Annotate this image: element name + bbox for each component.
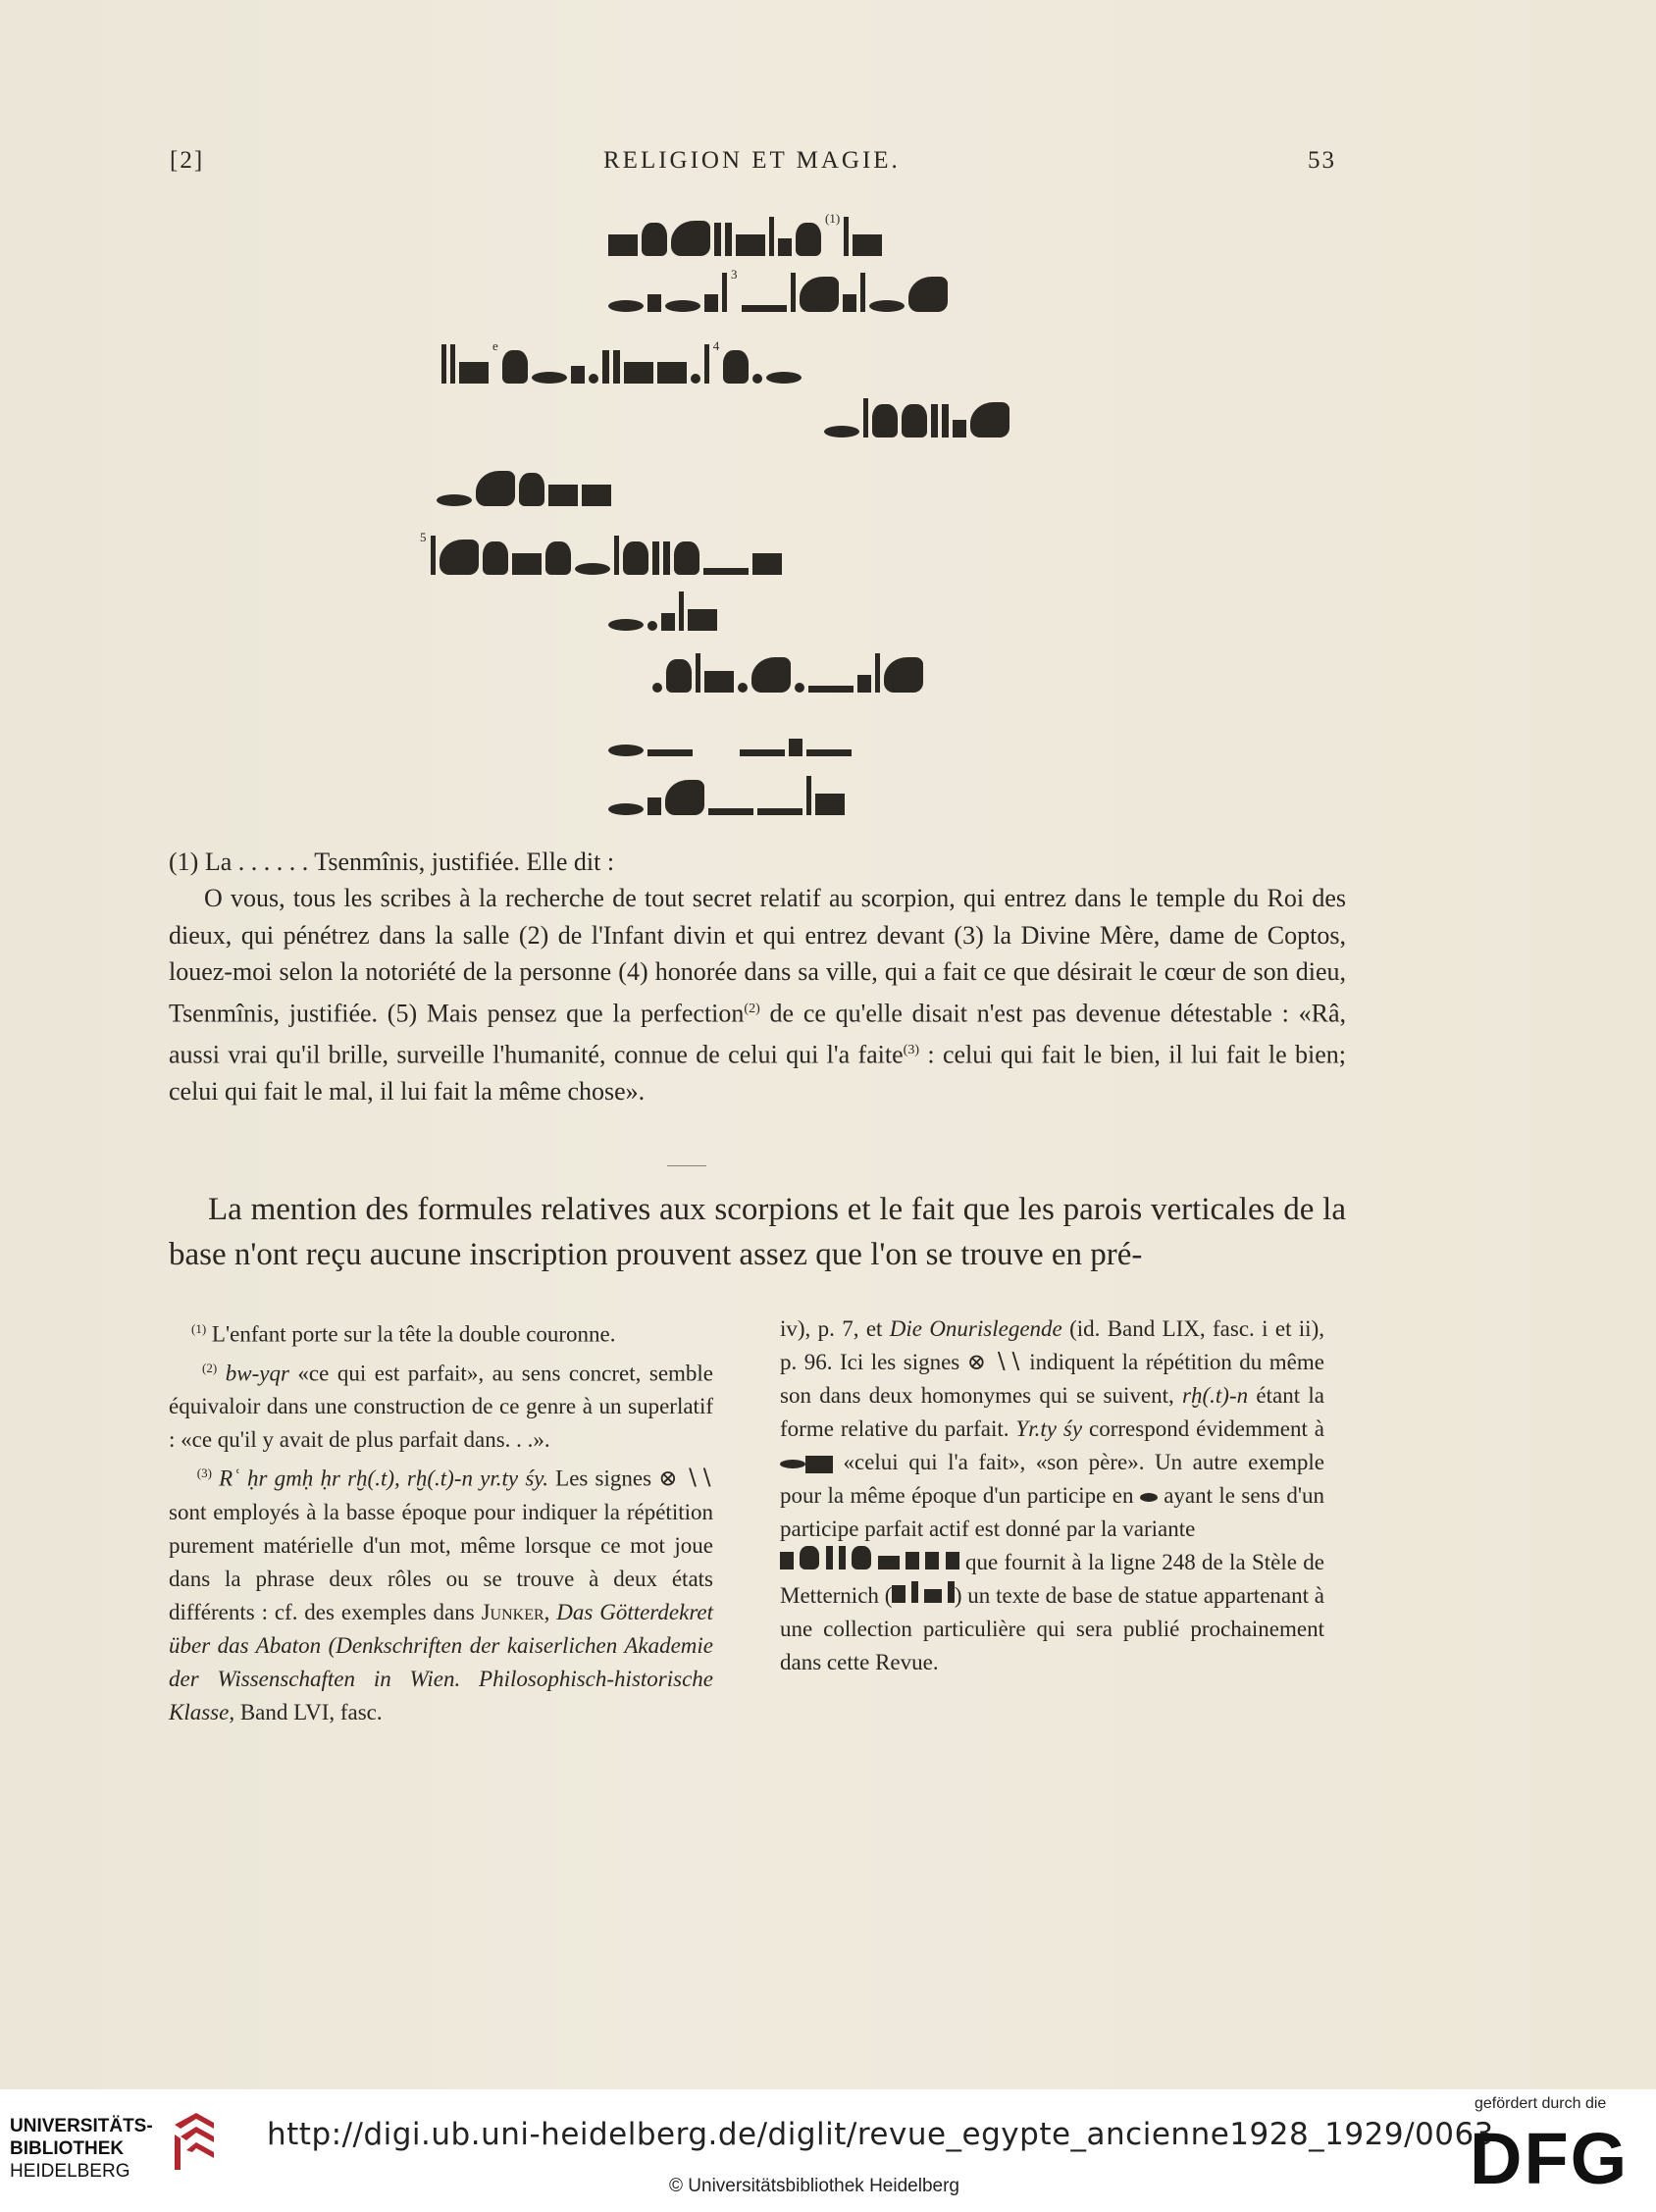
page-number: 53 [1308, 147, 1336, 174]
hieroglyph-inline [892, 1585, 906, 1603]
hieroglyph-inline [1140, 1493, 1158, 1502]
hieroglyph-line-5 [437, 461, 611, 506]
hieroglyph-line-number: 3 [731, 267, 738, 282]
translation-text: : celui qui fait le bien, il lui fait le bien; celui qui fait le mal, il lui fait la même chose». [169, 1040, 1346, 1106]
funder-logo: DFG [1470, 2118, 1630, 2199]
main-paragraph [169, 1187, 1346, 1277]
hieroglyph-line-6 [420, 530, 782, 575]
section-marker: [2] [170, 147, 205, 174]
main-text: La mention des formules relatives aux scorpions et le fait que les parois verticales de la base n'ont reçu aucune inscription prouvent assez que l'on se trouve en pré- [169, 1192, 1346, 1272]
footnote-2: $^{(2)}$ bw-yqr «ce qui est parfait», au sens concret, semble équivaloir dans une construction de ce genre à un superlatif : «ce qu'il y avait de plus parfait dans. . .». [169, 1360, 714, 1453]
hieroglyph-line-7 [608, 586, 717, 631]
copyright-notice: © Universitätsbibliothek Heidelberg [669, 2176, 959, 2196]
footnote-ref: (2) [744, 1001, 760, 1016]
hieroglyph-note-mark: (1) [825, 211, 841, 226]
hieroglyph-line-number: 5 [420, 530, 427, 544]
hieroglyph-line-10 [608, 770, 845, 815]
hieroglyph-inline [780, 1552, 794, 1569]
hieroglyph-inline [805, 1456, 819, 1473]
hieroglyph-line-9 [608, 711, 852, 756]
hieroglyph-line-2 [608, 267, 948, 312]
separator [667, 1165, 706, 1166]
hieroglyph-mark-e: e [492, 338, 498, 353]
hieroglyph-inline [780, 1460, 805, 1468]
running-title: RELIGION ET MAGIE. [603, 147, 901, 174]
footnote-3: $^{(3)}$ Rʿ ḥr gmḥ ḥr rḫ(.t), rḫ(.t)-n yr.ty śy. Les signes ⊗ ∖∖ sont employés à la basse époque pour indiquer la répétition purement matérielle d'un mot, même lorsque ce mot joue dans la phrase deux rôles ou se trouve à deux états différents : cf. des exemples dans Junker, Das Götterdekret über das Abaton (Denkschriften der kaiserlichen Akademie der Wissenschaften in Wien. Philosophisch-historische Klasse, Band LVI, fasc. [169, 1466, 714, 1724]
hieroglyph-line-8 [652, 647, 923, 693]
hieroglyph-line-3 [441, 338, 802, 384]
footnote-ref: (3) [903, 1042, 919, 1057]
translation-text: de ce qu'elle disait n'est pas devenue détestable : «Râ, aussi vrai qu'il brille, surveille l'humanité, connue de celui qui l'a faite [169, 999, 1346, 1069]
library-name: UNIVERSITÄTS- BIBLIOTHEK HEIDELBERG [10, 2116, 153, 2182]
hieroglyph-inline [800, 1546, 819, 1569]
translation-text: O vous, tous les scribes à la recherche de tout secret relatif au scorpion, qui entrez dans le temple du Roi des dieux, qui pénétrez dans la salle (2) de l'Infant divin et qui entrez devant (3) la Divine Mère, dame de Coptos, louez-moi selon la notoriété de la personne (4) honorée dans sa ville, qui a fait ce que désirait le cœur de son dieu, Tsenmînis, justifiée. (5) Mais pensez que la perfection [169, 884, 1346, 1028]
hieroglyph-inline [819, 1456, 833, 1473]
funder-label: gefördert durch die [1475, 2095, 1607, 2112]
footnote-1: $^{(1)}$ L'enfant porte sur la tête la double couronne. [191, 1321, 616, 1347]
library-footer [0, 2089, 1656, 2212]
hieroglyph-line-number: 4 [712, 338, 720, 353]
hieroglyph-line-1 [608, 211, 882, 256]
library-logo-icon [167, 2107, 222, 2178]
footnotes-right-column [780, 1312, 1324, 1679]
translation-intro: (1) La . . . . . . Tsenmînis, justifiée. Elle dit : [169, 848, 615, 876]
footnotes-left-column [169, 1312, 713, 1729]
translation-line-1 [169, 844, 1346, 881]
footnote-continuation: iv), p. 7, et Die Onurislegende (id. Band LIX, fasc. i et ii), p. 96. Ici les signes ⊗ ∖∖ indiquent la répétition du même son dans deux homonymes qui se suivent, rḫ(.t)-n étant la forme relative du parfait. Yr.ty śy correspond évidemment à «celui qui l'a fait», «son père». Un autre exemple pour la même époque d'un participe en ayant le sens d'un participe parfait actif est donné par la variante que fournit à la ligne 248 de la Stèle de Metternich ( ) un texte de base de statue appartenant à une collection particulière qui sera publié prochainement dans cette Revue. [780, 1316, 1325, 1674]
permalink-url[interactable]: http://digi.ub.uni-heidelberg.de/diglit/revue_egypte_ancienne1928_1929/0063 [267, 2117, 1494, 2152]
translation-body [169, 880, 1346, 1109]
hieroglyph-line-4 [824, 392, 1009, 437]
